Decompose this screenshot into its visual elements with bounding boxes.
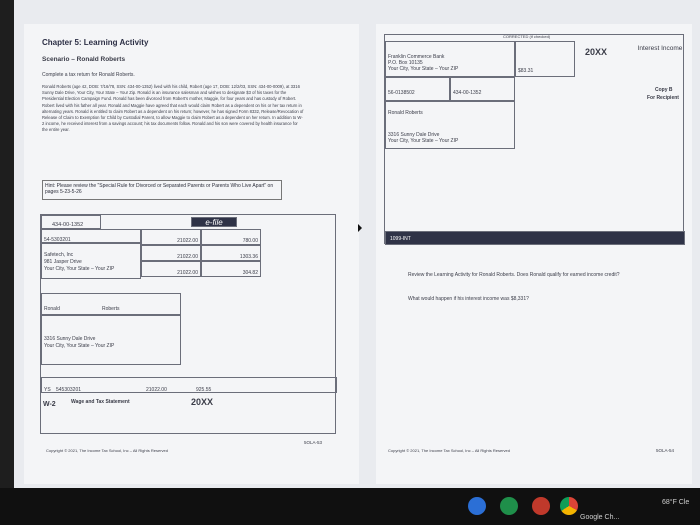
- w2-employer-addr1: 981 Jasper Drive: [44, 259, 82, 265]
- w2-medicare-wages: 21022.00: [177, 270, 198, 276]
- w2-form: [40, 214, 336, 434]
- chrome-taskbar-label[interactable]: Google Ch...: [580, 514, 620, 521]
- w2-emp-addr1: 3316 Sunny Dale Drive: [44, 336, 96, 342]
- for-recipient: For Recipient: [647, 95, 679, 101]
- left-page-number: 5OLA-53: [304, 440, 323, 445]
- payer-addr1: P.O. Box 10135: [388, 60, 423, 66]
- w2-box4: [201, 245, 261, 261]
- form-1099int: [384, 34, 684, 244]
- w2-employer-box: [41, 243, 141, 279]
- left-copyright: Copyright © 2021, The Income Tax School, Inc – All Rights Reserved: [46, 448, 168, 453]
- screen: [14, 0, 700, 488]
- w2-fed-withheld: 780.00: [242, 238, 258, 244]
- app-icon[interactable]: [500, 497, 518, 515]
- payer-tin: 56-0138502: [388, 90, 415, 96]
- w2-emp-addr2: Your City, Your State – Your ZIP: [44, 343, 115, 349]
- w2-emp-last: Roberts: [102, 306, 120, 312]
- right-page: [376, 24, 692, 484]
- w2-medicare-tax: 304.82: [242, 270, 258, 276]
- w2-box3: [141, 245, 201, 261]
- w2-ssn-box: [41, 215, 101, 229]
- w2-wages: 21022.00: [177, 238, 198, 244]
- recipient-tin-box: [450, 77, 515, 101]
- w2-state: YS: [44, 387, 51, 393]
- w2-state-tax: 925.55: [196, 387, 212, 393]
- payer-tin-box: [385, 77, 450, 101]
- corrected-label: CORRECTED (if checked): [503, 34, 551, 39]
- w2-form-name: Wage and Tax Statement: [71, 399, 130, 405]
- w2-employer-addr2: Your City, Your State – Your ZIP: [44, 266, 115, 272]
- copy-b: Copy B: [655, 87, 673, 93]
- recipient-addr1: 3316 Sunny Dale Drive: [388, 132, 440, 138]
- w2-ein: 54-5303201: [44, 237, 71, 243]
- recipient-name: Ronald Roberts: [388, 110, 423, 116]
- chrome-icon[interactable]: [560, 497, 578, 515]
- question-2: What would happen if his interest income was $8,331?: [408, 296, 529, 302]
- w2-state-row: [41, 377, 337, 393]
- payer-addr2: Your City, Your State – Your ZIP: [388, 66, 459, 72]
- right-copyright: Copyright © 2021, The Income Tax School, Inc – All Rights Reserved: [388, 448, 510, 453]
- chapter-title: Chapter 5: Learning Activity: [42, 38, 149, 47]
- w2-ssn: 434-00-1352: [52, 222, 84, 228]
- app-icon[interactable]: [468, 497, 486, 515]
- right-page-number: 5OLA-54: [656, 448, 675, 453]
- question-1: Review the Learning Activity for Ronald Roberts. Does Ronald qualify for earned income credit?: [408, 272, 620, 278]
- efile-logo: e-file: [191, 217, 237, 227]
- int-year: 20XX: [585, 47, 608, 57]
- w2-box1: [141, 229, 201, 245]
- w2-emp-first: Ronald: [44, 306, 60, 312]
- w2-employer: Safetech, Inc: [44, 252, 74, 258]
- int-amount-box: [515, 41, 575, 77]
- payer-box: [385, 41, 515, 77]
- int-amount: $83.31: [518, 68, 534, 74]
- int-title: Interest Income: [637, 45, 683, 52]
- left-page: [24, 24, 359, 484]
- payer-name: Franklin Commerce Bank: [388, 54, 445, 60]
- recipient-box: [385, 101, 515, 149]
- weather-widget[interactable]: 68°F Cle: [662, 499, 690, 506]
- form-footer-bar: [385, 231, 685, 245]
- w2-state-wages: 21022.00: [146, 387, 167, 393]
- instruction: Complete a tax return for Ronald Roberts.: [42, 72, 135, 78]
- w2-employee-addr-box: [41, 315, 181, 365]
- w2-box5: [141, 261, 201, 277]
- w2-ss-tax: 1303.36: [239, 254, 258, 260]
- w2-form-label: W-2: [43, 401, 56, 408]
- w2-ein-box: [41, 229, 141, 243]
- w2-ss-wages: 21022.00: [177, 254, 198, 260]
- scenario-body: Ronald Roberts (age 42, DOB: 7/16/78, SSN: 434-00-1352) lived with his child, Robert (age 17, DOB: 12/2/03, SSN: 434-00-0009), at 3316 Sunny Dale Drive, Your City, Your State – Your Zip. Ronald is an insurance salesman and wishes to designate $3 of his taxes for the Presidential Election Campaign Fund. Ronald has been divorced from Robert's mother, Maggie, for four years and has custody of Robert. Robert lived with his father all year. Ronald and Maggie have agreed that each would claim Robert as a dependent on his or her tax return in alternating years. Ronald is entitled to claim Robert as a dependent on his return; however, he has signed Form 8332, Release/Revocation of Release of Claim to Exemption for Child by Custodial Parent, to allow Maggie to claim Robert as a dependent on her return. In addition to W-2 income, he received interest from a savings account; his tax documents follow. Ronald and his son were covered by health insurance for the entire year.: [42, 84, 304, 133]
- recipient-tin: 434-00-1352: [453, 90, 482, 96]
- w2-state-id: 545303201: [56, 387, 82, 393]
- w2-box6: [201, 261, 261, 277]
- recipient-addr2: Your City, Your State – Your ZIP: [388, 138, 459, 144]
- cursor-icon: [358, 224, 362, 232]
- app-icon[interactable]: [532, 497, 550, 515]
- w2-box2: [201, 229, 261, 245]
- w2-employee-name-box: [41, 293, 181, 315]
- w2-year: 20XX: [191, 397, 214, 407]
- scenario-title: Scenario – Ronald Roberts: [42, 56, 126, 63]
- form-1099int-name: 1099-INT: [390, 236, 411, 242]
- hint-box: Hint: Please review the "Special Rule for Divorced or Separated Parents or Parents Who Live Apart" on pages 5-23-5-26: [42, 180, 282, 200]
